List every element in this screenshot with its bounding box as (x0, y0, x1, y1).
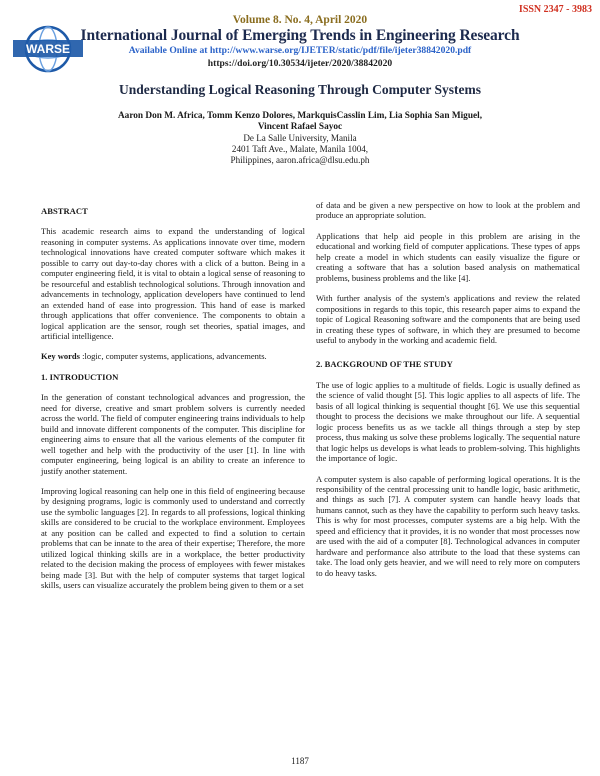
background-heading: 2. BACKGROUND OF THE STUDY (316, 359, 453, 370)
abstract-text: This academic research aims to expand the understanding of logical reasoning in computer systems. As applications innovate over time, modern technological innovations have created computer software which makes it possible to carry out day-to-day chores with a click of a button. Being in a computer engineering field, it is vital to obtain a logical sense of reasoning to be resourceful and establish technological solutions. Through innovation and advancements in technology, application developers have continued to lend an extended hand of ease into progression. This hand of ease is marked through applications that offer convenience. The components to obtain a logical application are the sensor, rough set theories, spatial images, and artificial intelligence. (41, 226, 305, 341)
right-column (316, 200, 580, 588)
paragraph: of data and be given a new perspective on how to look at the problem and produce an appropriate solution. (316, 200, 580, 221)
logo-wordmark: WARSE (25, 42, 71, 56)
volume-info: Volume 8. No. 4, April 2020 (232, 14, 368, 26)
paragraph: With further analysis of the system's applications and review the related compositions in regards to this topic, this research paper aims to expand the topic of Logical Reasoning software and the components that are being used in creating these types of software, in which they are presumed to become useful to anybody in the working and academic field. (316, 293, 580, 345)
affiliation-line: De La Salle University, Manila (243, 133, 357, 143)
paragraph: In the generation of constant technological advances and progression, the need for diverse, creative and smart problem solvers is currently needed across the world. The field of computer engineering trains individuals to help build and innovate different components of the computer. This discipline for engineering aims to ensure that all the various elements of the computer fit well together and help with the productivity of the user [1]. In line with computer engineering, being logical is an ability to create an inference to justify another statement. (41, 392, 305, 476)
paragraph: A computer system is also capable of performing logical operations. It is the responsibility of the central processing unit to handle logic, basic arithmetic, and things as such [7]. A computer system can handle heavy loads that humans cannot, such as they have the capability to perform such heavy tasks. This is why for most processes, computer systems are a big help. With the speed and efficiency that it provides, it is no wonder that most processes now are used with the aid of a computer [8]. Technological advances in computer hardware and performance also attribute to the load that these systems can take. The load only gets heavier, and we will need to rely more on computers to do heavy tasks. (316, 473, 580, 578)
journal-title: International Journal of Emerging Trends in Engineering Research (80, 27, 520, 44)
affiliation-line: 2401 Taft Ave., Malate, Manila 1004, (231, 144, 369, 154)
available-online-link[interactable]: Available Online at http://www.warse.org/IJETER/static/pdf/file/ijeter38842020.pdf (128, 45, 472, 56)
affiliation-line: Philippines, aaron.africa@dlsu.edu.ph (230, 155, 370, 165)
left-column (41, 200, 305, 601)
issn-label: ISSN 2347 - 3983 (518, 4, 592, 15)
doi-link[interactable]: https://doi.org/10.30534/ijeter/2020/38842020 (207, 58, 393, 69)
keywords-label: Key words (41, 351, 80, 362)
keywords (41, 351, 305, 361)
paragraph: The use of logic applies to a multitude of fields. Logic is usually defined as the science of valid thought [5]. This logic applies to all aspects of life. The basis of all logical thinking is sequential thought [6]. We use this sequential thought to process the decisions we make throughout our life. A sequential logic process benefits us as we tackle all things through a step by step process, thus making us solve these problems logically. The sequential nature that logic helps us develops is what leads to problem-solving. This highlights the importance of logic. (316, 379, 580, 464)
abstract-heading: ABSTRACT (41, 206, 88, 216)
paragraph: Applications that help aid people in this problem are arising in the educational and working field of computer applications. These types of apps help create a model in which students can easily visualize the figure or creating a software that has a solution based analysis on mathematical problems, business problems and the like [4]. (316, 230, 580, 283)
authors-line: Vincent Rafael Sayoc (257, 122, 343, 132)
paper-title: Understanding Logical Reasoning Through Computer Systems (119, 82, 481, 97)
introduction-heading: 1. INTRODUCTION (41, 371, 119, 382)
paragraph: Improving logical reasoning can help one in this field of engineering because by designing programs, logic is commonly used to understand and correctly use the symbolic languages [2]. In regards to all professions, logical thinking skills are considered to be crucial to the workplace environment. Employees at any position can be called and expected to find a solution to certain problems that can be innate to the area of their expertise; Therefore, the more utilized logical thinking skills are in a workplace, the better productivity related to the decision making the process of employees with fewer mistakes being made [3]. But with the help of computer systems that target logical skills, users can visualize accurately the problem being given to them or a set (41, 485, 305, 591)
page-number: 1187 (291, 756, 309, 766)
keywords-text: :logic, computer systems, applications, advancements. (82, 351, 267, 362)
authors-line: Aaron Don M. Africa, Tomm Kenzo Dolores, MarkquisCasslin Lim, Lia Sophia San Miguel, (117, 111, 483, 121)
